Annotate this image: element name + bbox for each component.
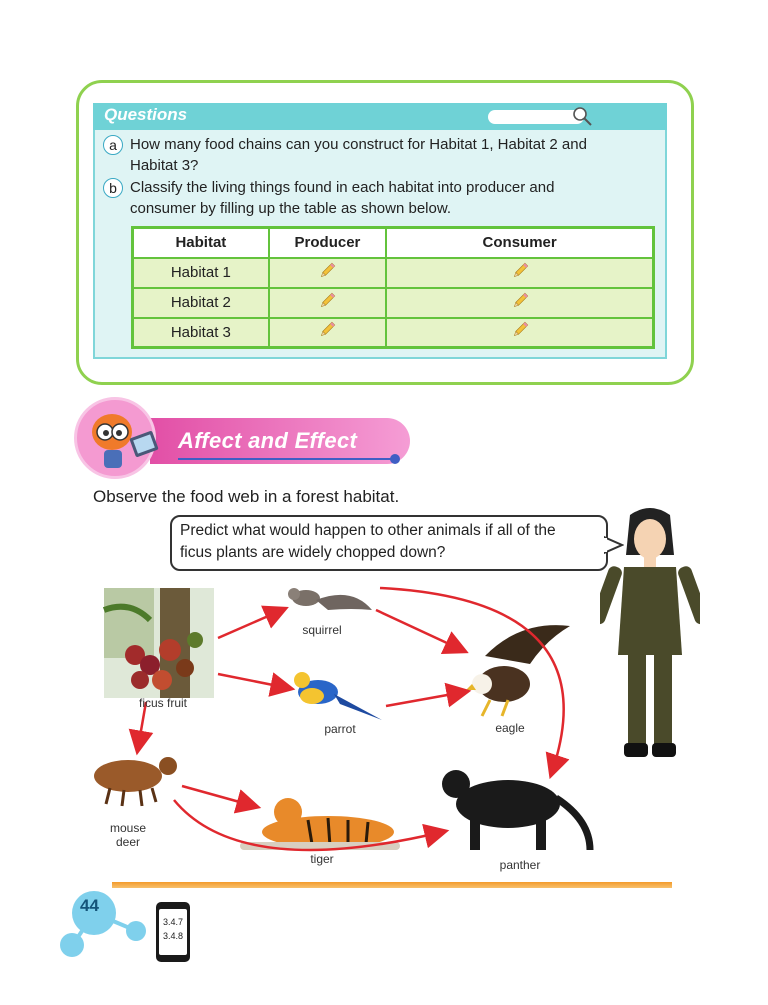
banner-underline [178, 458, 394, 460]
table-row [133, 258, 654, 288]
observe-text: Observe the food web in a forest habitat. [93, 487, 400, 506]
teacher-figure-icon [600, 505, 700, 775]
label-tiger: tiger [310, 852, 334, 866]
page-number: 44 [80, 896, 99, 915]
header-consumer: Consumer [386, 228, 653, 258]
pencil-icon [317, 320, 337, 340]
label-mouse: mouse [109, 821, 147, 835]
arrow-squirrel-panther [380, 588, 564, 772]
header-producer: Producer [269, 228, 387, 258]
label-parrot: parrot [324, 722, 356, 736]
arrow-mouse-deer-tiger [182, 786, 254, 806]
arrow-parrot-eagle [386, 692, 464, 706]
parrot-image [294, 672, 382, 720]
consumer-cell[interactable] [386, 288, 653, 318]
mouse-deer-image [94, 757, 177, 806]
robot-mascot-icon [82, 404, 162, 476]
row-habitat-label: Habitat 3 [133, 318, 269, 348]
arrow-ficus-squirrel [218, 610, 282, 638]
pencil-icon [510, 261, 530, 281]
row-habitat-label: Habitat 2 [133, 288, 269, 318]
pencil-icon [510, 291, 530, 311]
banner-title: Affect and Effect [178, 428, 358, 453]
question-a-line1: How many food chains can you construct for Habitat 1, Habitat 2 and [130, 136, 587, 153]
banner-dot [390, 454, 400, 464]
producer-cell[interactable] [269, 288, 387, 318]
speech-text [180, 520, 600, 564]
pencil-icon [317, 261, 337, 281]
speech-line-2: ficus plants are widely chopped down? [180, 544, 446, 561]
producer-cell[interactable] [269, 318, 387, 348]
code-2: 3.4.8 [162, 931, 184, 941]
table-row [133, 288, 654, 318]
arrow-ficus-parrot [218, 674, 288, 688]
arrow-squirrel-eagle [376, 610, 462, 650]
label-squirrel: squirrel [302, 623, 342, 637]
consumer-cell[interactable] [386, 258, 653, 288]
question-b-letter: b [103, 178, 123, 198]
header-habitat: Habitat [133, 228, 269, 258]
habitat-table [131, 226, 655, 349]
footer-rule [112, 882, 672, 888]
question-a-line2: Habitat 3? [130, 157, 199, 174]
molecule-icon [54, 885, 154, 965]
tiger-image [240, 798, 400, 850]
label-ficus-fruit: ficus fruit [138, 696, 187, 710]
panther-image [442, 770, 590, 850]
label-eagle: eagle [495, 721, 525, 735]
speech-line-1: Predict what would happen to other animals if all of the [180, 522, 556, 539]
code-1: 3.4.7 [162, 917, 184, 927]
squirrel-image [288, 588, 372, 610]
producer-cell[interactable] [269, 258, 387, 288]
pencil-icon [510, 320, 530, 340]
pencil-icon [317, 291, 337, 311]
consumer-cell[interactable] [386, 318, 653, 348]
label-deer: deer [115, 835, 141, 849]
label-panther: panther [499, 858, 541, 872]
ficus-fruit-image [104, 588, 214, 698]
table-header-row [133, 228, 654, 258]
table-row [133, 318, 654, 348]
question-b-line2: consumer by filling up the table as shown below. [130, 200, 452, 217]
eagle-image [466, 625, 570, 716]
magnifier-icon [570, 104, 594, 128]
question-b-line1: Classify the living things found in each habitat into producer and [130, 179, 555, 196]
row-habitat-label: Habitat 1 [133, 258, 269, 288]
questions-title: Questions [104, 105, 188, 124]
question-a-letter: a [103, 135, 123, 155]
